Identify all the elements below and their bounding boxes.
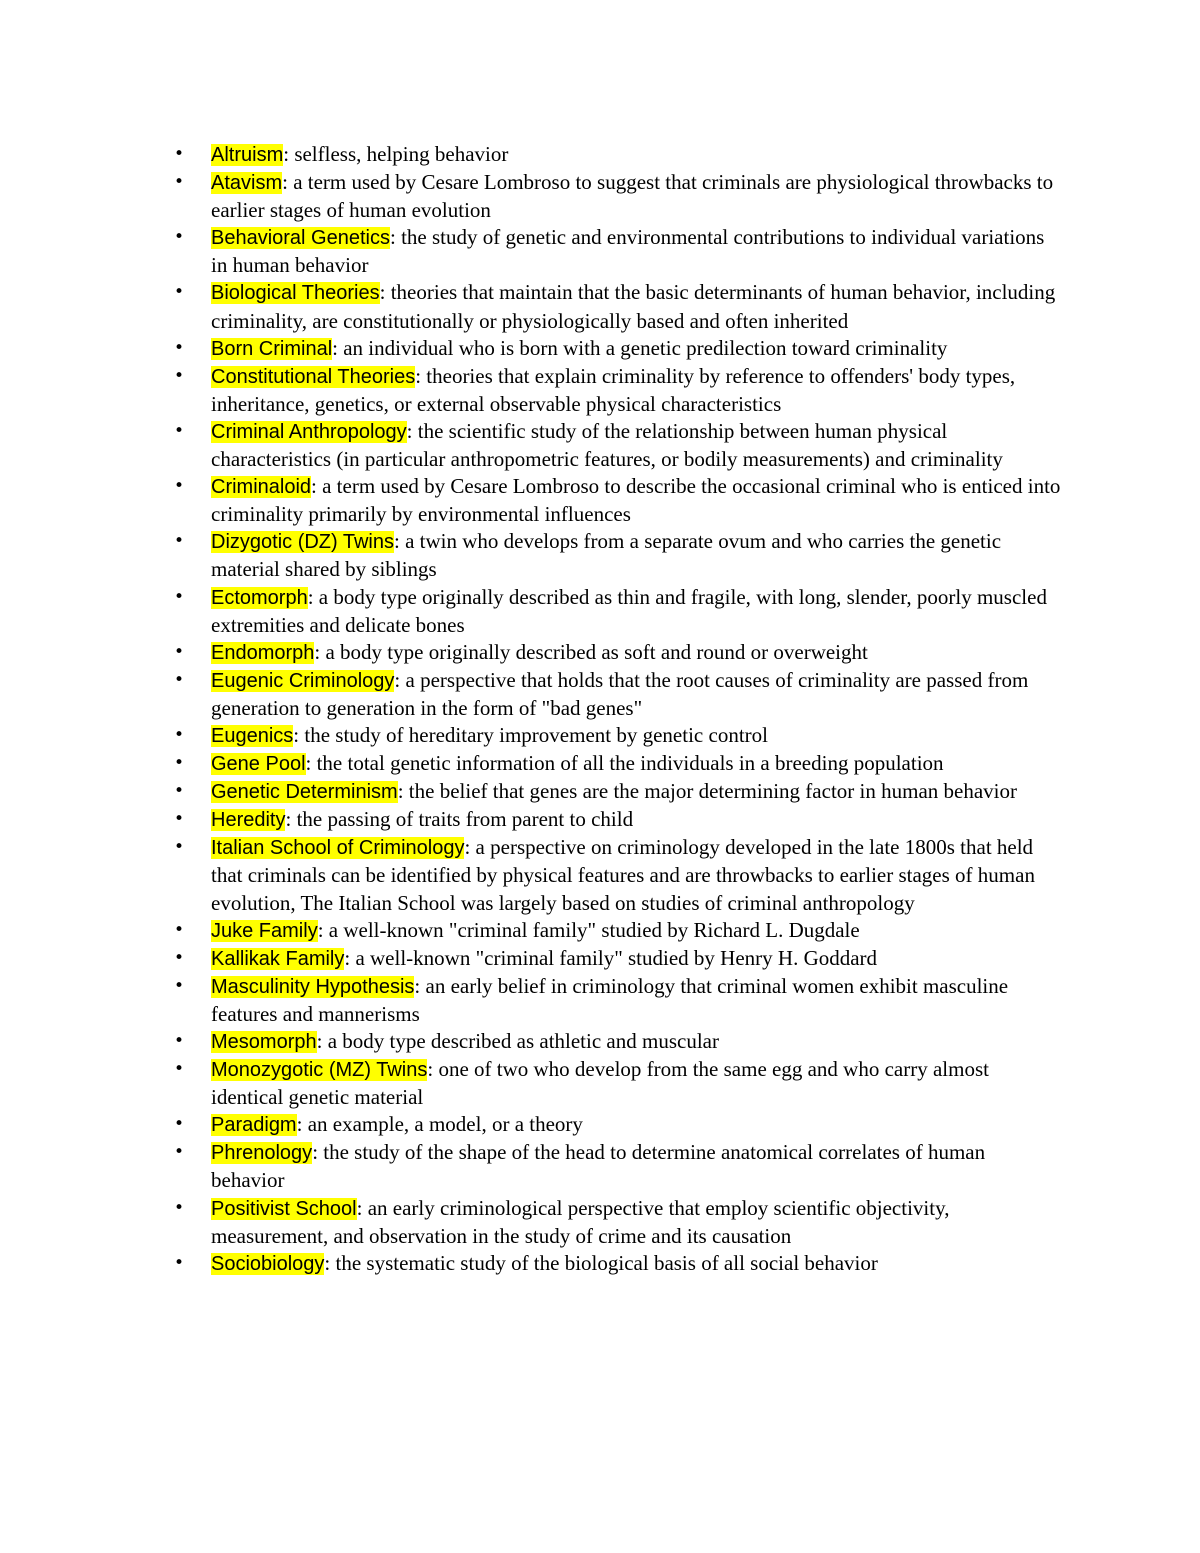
glossary-list [172, 141, 1062, 1278]
glossary-term: Sociobiology [211, 1252, 325, 1275]
glossary-entry [172, 667, 1062, 722]
glossary-entry [172, 141, 1062, 169]
bullet-icon: • [173, 282, 185, 303]
glossary-definition: : the total genetic information of all the individuals in a breeding population [305, 751, 944, 776]
bullet-icon: • [173, 1059, 185, 1080]
glossary-term: Mesomorph [211, 1031, 317, 1053]
glossary-entry [172, 1250, 1062, 1278]
bullet-icon: • [173, 975, 185, 996]
bullet-icon: • [173, 227, 185, 248]
glossary-entry [172, 1139, 1062, 1194]
glossary-term: Phrenology [211, 1142, 313, 1165]
glossary-term: Monozygotic (MZ) Twins [211, 1059, 428, 1082]
glossary-definition: : theories that explain criminality by reference to offenders' body types, inheritance, genetics, or external observable physical characteristics [211, 363, 1016, 416]
glossary-entry [172, 473, 1062, 528]
glossary-term: Dizygotic (DZ) Twins [211, 531, 394, 554]
glossary-entry [172, 750, 1062, 778]
bullet-icon: • [173, 586, 185, 607]
glossary-entry [172, 945, 1062, 973]
bullet-icon: • [173, 724, 185, 745]
glossary-entry [172, 279, 1062, 334]
glossary-term: Italian School of Criminology [211, 837, 465, 860]
glossary-entry [172, 1195, 1062, 1250]
bullet-icon: • [173, 420, 185, 441]
bullet-icon: • [173, 809, 185, 830]
glossary-entry [172, 1111, 1062, 1139]
glossary-definition: : an early criminological perspective that employ scientific objectivity, measurement, and observation in the study of crime and its causation [211, 1195, 950, 1248]
glossary-definition: : an early belief in criminology that criminal women exhibit masculine features and mannerisms [211, 973, 1009, 1026]
glossary-term: Criminal Anthropology [211, 420, 407, 443]
glossary-term: Masculinity Hypothesis [211, 975, 415, 998]
glossary-term: Gene Pool [211, 753, 306, 776]
bullet-icon: • [173, 144, 185, 164]
bullet-icon: • [173, 641, 185, 662]
glossary-definition: : theories that maintain that the basic determinants of human behavior, including criminality, are constitutionally or physiologically based and often inherited [211, 280, 1056, 333]
glossary-term: Endomorph [211, 641, 315, 664]
glossary-entry [172, 1056, 1062, 1111]
glossary-definition: : a term used by Cesare Lombroso to suggest that criminals are physiological throwbacks to earlier stages of human evolution [211, 170, 1054, 223]
glossary-definition: : a body type described as athletic and muscular [316, 1029, 719, 1053]
glossary-entry [172, 834, 1062, 916]
glossary-term: Altruism [211, 144, 284, 166]
glossary-entry [172, 917, 1062, 945]
glossary-term: Heredity [211, 809, 286, 832]
glossary-term: Born Criminal [211, 337, 333, 360]
glossary-term: Paradigm [211, 1114, 297, 1137]
glossary-term: Juke Family [211, 919, 318, 942]
glossary-definition: : a perspective on criminology developed in the late 1800s that held that criminals can be identified by physical features and are throwbacks to earlier stages of human evolution, The Italian School was largely based on studies of criminal anthropology [211, 835, 1035, 915]
bullet-icon: • [173, 1031, 185, 1051]
glossary-term: Constitutional Theories [211, 365, 416, 388]
glossary-definition: : an example, a model, or a theory [296, 1112, 583, 1137]
glossary-definition: : a body type originally described as thin and fragile, with long, slender, poorly muscled extremities and delicate bones [211, 584, 1047, 637]
bullet-icon: • [173, 781, 185, 802]
glossary-entry [172, 224, 1062, 279]
glossary-definition: : the passing of traits from parent to child [285, 807, 634, 832]
bullet-icon: • [173, 1114, 185, 1135]
glossary-definition: : the belief that genes are the major determining factor in human behavior [397, 779, 1017, 804]
glossary-definition: : the systematic study of the biological basis of all social behavior [324, 1250, 878, 1275]
bullet-icon: • [173, 531, 185, 552]
bullet-icon: • [173, 1197, 185, 1218]
glossary-definition: : selfless, helping behavior [283, 142, 509, 166]
glossary-entry [172, 363, 1062, 418]
bullet-icon: • [173, 1252, 185, 1273]
glossary-term: Behavioral Genetics [211, 227, 390, 250]
glossary-term: Positivist School [211, 1197, 357, 1220]
glossary-entry [172, 418, 1062, 473]
bullet-icon: • [173, 365, 185, 386]
glossary-entry [172, 722, 1062, 750]
glossary-entry [172, 169, 1062, 224]
bullet-icon: • [173, 669, 185, 690]
glossary-definition: : the study of the shape of the head to determine anatomical correlates of human behavior [211, 1140, 986, 1193]
bullet-icon: • [173, 172, 185, 193]
glossary-entry [172, 528, 1062, 583]
glossary-term: Genetic Determinism [211, 781, 398, 804]
glossary-term: Eugenics [211, 724, 294, 747]
glossary-entry [172, 806, 1062, 834]
glossary-term: Ectomorph [211, 586, 308, 609]
glossary-definition: : a term used by Cesare Lombroso to describe the occasional criminal who is enticed into criminality primarily by environmental influences [211, 474, 1061, 527]
glossary-definition: : an individual who is born with a genetic predilection toward criminality [332, 335, 948, 360]
glossary-entry [172, 778, 1062, 806]
glossary-definition: : a well-known "criminal family" studied by Henry H. Goddard [344, 945, 878, 970]
bullet-icon: • [173, 837, 185, 858]
bullet-icon: • [173, 947, 185, 968]
glossary-definition: : the study of genetic and environmental contributions to individual variations in human behavior [211, 225, 1045, 278]
glossary-definition: : a well-known "criminal family" studied by Richard L. Dugdale [317, 917, 860, 942]
bullet-icon: • [173, 337, 185, 358]
glossary-term: Eugenic Criminology [211, 669, 395, 692]
bullet-icon: • [173, 476, 185, 497]
glossary-entry [172, 584, 1062, 639]
glossary-definition: : a body type originally described as soft and round or overweight [314, 639, 868, 664]
glossary-term: Criminaloid [211, 476, 312, 499]
glossary-term: Biological Theories [211, 282, 380, 305]
glossary-entry [172, 973, 1062, 1028]
glossary-definition: : the scientific study of the relationship between human physical characteristics (in particular anthropometric features, or bodily measurements) and criminality [211, 418, 1003, 472]
glossary-term: Atavism [211, 172, 283, 195]
glossary-definition: : a perspective that holds that the root causes of criminality are passed from generation to generation in the form of "bad genes" [211, 667, 1029, 720]
glossary-definition: : a twin who develops from a separate ovum and who carries the genetic material shared by siblings [211, 529, 1002, 582]
glossary-term: Kallikak Family [211, 947, 345, 970]
glossary-entry [172, 639, 1062, 667]
bullet-icon: • [173, 753, 185, 774]
glossary-definition: : the study of hereditary improvement by genetic control [293, 722, 768, 747]
bullet-icon: • [173, 919, 185, 940]
bullet-icon: • [173, 1142, 185, 1163]
glossary-entry [172, 335, 1062, 363]
glossary-entry [172, 1028, 1062, 1056]
glossary-definition: : one of two who develop from the same egg and who carry almost identical genetic material [211, 1057, 989, 1110]
